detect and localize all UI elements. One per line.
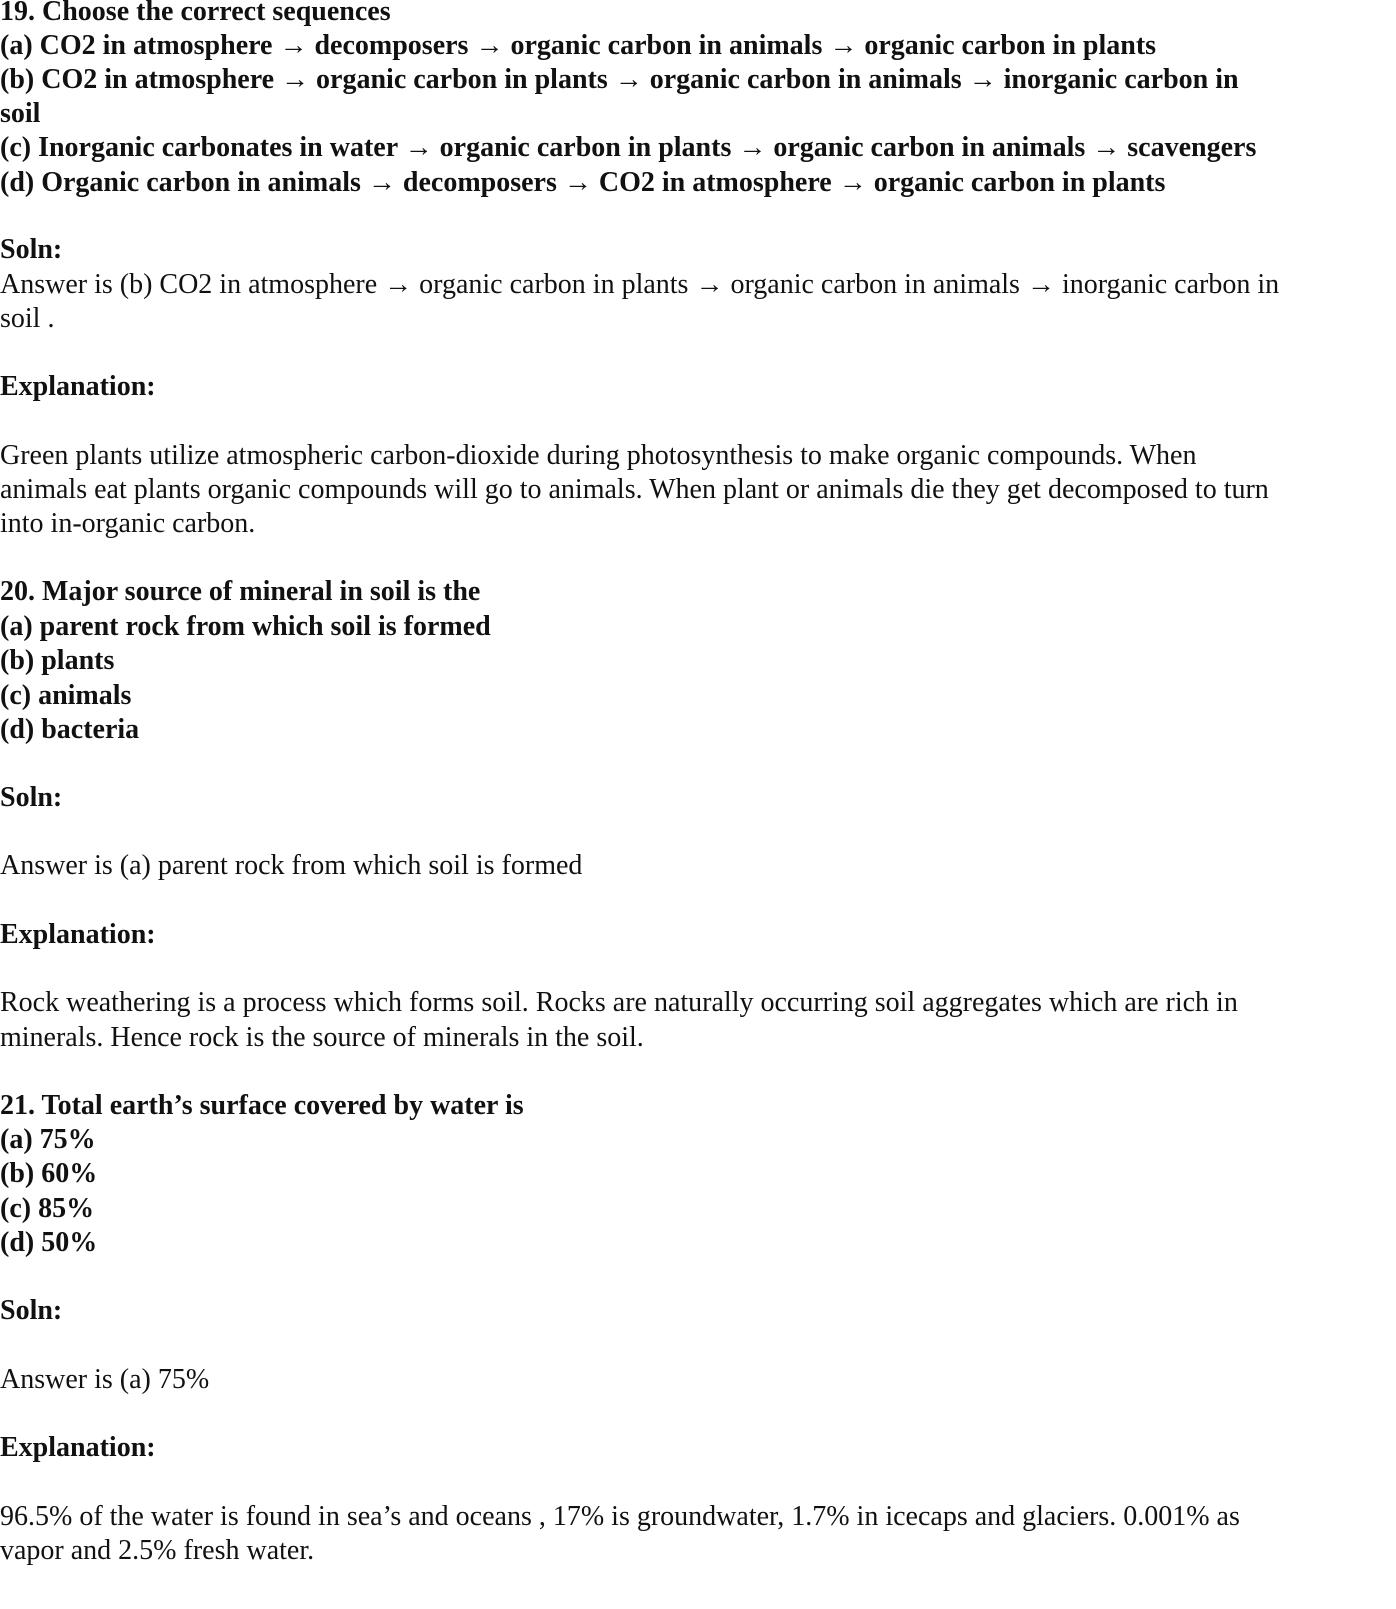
q20-explanation-line: minerals. Hence rock is the source of minerals in the soil. (0, 1022, 644, 1053)
q19-explanation-line: into in-organic carbon. (0, 508, 256, 539)
q21-option-d: (d) 50% (0, 1227, 98, 1258)
q21-explanation-line: 96.5% of the water is found in sea’s and oceans , 17% is groundwater, 1.7% in icecaps and glaciers. 0.001% as (0, 1501, 1240, 1532)
q20-option-c: (c) animals (0, 680, 132, 711)
q20-option-b: (b) plants (0, 645, 115, 676)
q21-option-b: (b) 60% (0, 1158, 98, 1189)
q20-explanation-line: Rock weathering is a process which forms soil. Rocks are naturally occurring soil aggregates which are rich in (0, 987, 1238, 1018)
q19-answer: Answer is (b) CO2 in atmosphere → organic carbon in plants → organic carbon in animals → inorganic carbon in (0, 269, 1280, 300)
q19-option-a: (a) CO2 in atmosphere → decomposers → organic carbon in animals → organic carbon in plants (0, 30, 1157, 61)
q19-explanation-line: animals eat plants organic compounds will go to animals. When plant or animals die they get decomposed to turn (0, 474, 1269, 505)
q19-answer-cont: soil . (0, 303, 55, 334)
q21-question: 21. Total earth’s surface covered by water is (0, 1090, 524, 1121)
q19-question: 19. Choose the correct sequences (0, 0, 391, 27)
q19-soln-label: Soln: (0, 234, 63, 265)
q19-option-b: (b) CO2 in atmosphere → organic carbon in plants → organic carbon in animals → inorganic carbon in (0, 64, 1239, 95)
q20-option-a: (a) parent rock from which soil is formed (0, 611, 491, 642)
q21-explanation-label: Explanation: (0, 1432, 156, 1463)
q20-option-d: (d) bacteria (0, 714, 140, 745)
q21-explanation-line: vapor and 2.5% fresh water. (0, 1535, 315, 1566)
q20-question: 20. Major source of mineral in soil is the (0, 576, 481, 607)
q20-explanation-label: Explanation: (0, 919, 156, 950)
q21-answer: Answer is (a) 75% (0, 1364, 210, 1395)
q21-option-a: (a) 75% (0, 1124, 96, 1155)
q19-explanation-label: Explanation: (0, 371, 156, 402)
q19-explanation-line: Green plants utilize atmospheric carbon-dioxide during photosynthesis to make organic compounds. When (0, 440, 1197, 471)
q19-option-d: (d) Organic carbon in animals → decomposers → CO2 in atmosphere → organic carbon in plants (0, 167, 1166, 198)
q21-soln-label: Soln: (0, 1295, 63, 1326)
q19-option-b-cont: soil (0, 98, 41, 129)
q19-option-c: (c) Inorganic carbonates in water → organic carbon in plants → organic carbon in animals → scavengers (0, 132, 1257, 163)
q21-option-c: (c) 85% (0, 1193, 95, 1224)
q20-soln-label: Soln: (0, 782, 63, 813)
q20-answer: Answer is (a) parent rock from which soil is formed (0, 850, 583, 881)
